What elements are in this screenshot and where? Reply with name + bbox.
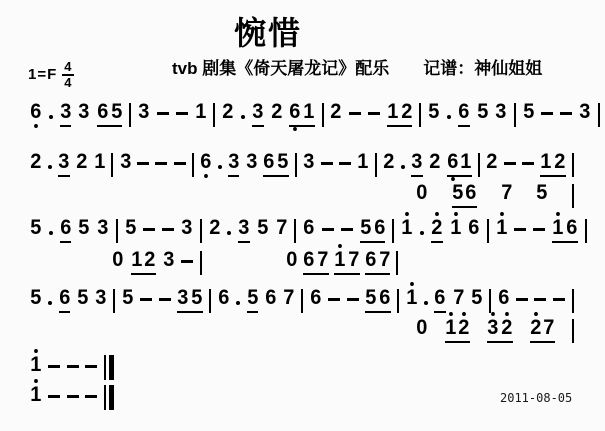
barline: [116, 219, 118, 243]
barline: [322, 103, 324, 127]
note-2: 2: [76, 150, 88, 173]
key-signature: [28, 60, 74, 89]
barline: [478, 153, 480, 177]
barline: [295, 153, 297, 177]
note-3: 3: [162, 248, 175, 271]
octave-dot-above: [534, 312, 538, 316]
duration-dot: [48, 165, 52, 169]
subtitle-source: tvb 剧集《倚天屠龙记》配乐: [172, 59, 390, 78]
note-2: 2: [222, 100, 234, 123]
subtitle: [172, 54, 542, 79]
beam-group: [252, 101, 264, 127]
note-2-high: 2: [530, 317, 541, 338]
note-6-low: 6: [30, 101, 41, 127]
octave-dot-above: [34, 379, 38, 383]
time-signature: [62, 60, 73, 89]
note-7: 7: [379, 248, 391, 271]
note-6: 6: [310, 286, 322, 309]
duration-dot: [241, 115, 245, 119]
beam-group: [360, 217, 385, 243]
note-2: 2: [429, 150, 441, 173]
note-6: 6: [468, 216, 480, 239]
duration-dot: [227, 231, 231, 235]
note-0: 0: [416, 316, 428, 339]
note-2: 2: [554, 150, 566, 173]
octave-dot-above: [34, 349, 38, 353]
octave-dot-above: [410, 282, 414, 286]
note-3-high: 3: [487, 317, 498, 338]
beam-group: [303, 249, 328, 275]
beam-group: [452, 182, 477, 208]
time-signature-denominator: 4: [64, 74, 72, 90]
held-beat-dash: [328, 298, 340, 301]
duration-dot: [49, 115, 53, 119]
barline: [392, 219, 394, 243]
note-5: 5: [110, 100, 122, 123]
note-3: 3: [579, 100, 591, 123]
barline: [598, 103, 600, 127]
note-6: 6: [97, 100, 109, 123]
song-title: 惋惜: [233, 15, 302, 51]
barline: [514, 103, 516, 127]
note-1: 1: [194, 100, 207, 123]
note-3: 3: [181, 216, 193, 239]
octave-dot-above: [453, 212, 457, 216]
beam-group: [365, 249, 390, 275]
note-6: 6: [59, 216, 72, 239]
held-beat-dash: [155, 162, 167, 165]
octave-dot-above: [505, 312, 509, 316]
barline: [375, 153, 377, 177]
barline: [209, 289, 211, 313]
held-beat-dash: [322, 228, 334, 231]
note-6: 6: [218, 286, 230, 309]
note-7: 7: [317, 248, 329, 271]
note-3: 3: [245, 150, 257, 173]
note-1: 1: [303, 100, 315, 123]
held-beat-dash: [159, 298, 171, 301]
note-7: 7: [283, 286, 295, 309]
duration-dot: [401, 165, 405, 169]
note-3: 3: [228, 150, 240, 173]
held-beat-dash: [181, 260, 193, 263]
octave-dot-above: [500, 212, 504, 216]
note-1: 1: [130, 248, 142, 271]
note-7: 7: [543, 316, 555, 339]
note-7: 7: [276, 216, 288, 239]
held-beat-dash: [533, 228, 545, 231]
note-6: 6: [465, 181, 477, 204]
key-name: 1=F: [28, 66, 58, 84]
held-beat-dash: [522, 162, 534, 165]
note-1-high: 1: [450, 217, 461, 243]
note-3: 3: [78, 100, 90, 123]
held-beat-dash: [321, 162, 333, 165]
note-6: 6: [263, 150, 275, 173]
note-1-high: 1: [496, 217, 507, 243]
note-5: 5: [536, 181, 548, 204]
note-2-high: 2: [459, 317, 470, 338]
held-beat-dash: [553, 298, 565, 301]
note-3: 3: [303, 150, 315, 173]
held-beat-dash: [341, 228, 353, 231]
time-signature-numerator: 4: [64, 59, 72, 74]
staff-line-1: [30, 100, 600, 127]
note-1-high: 1: [445, 317, 456, 338]
final-barline: [104, 385, 114, 410]
held-beat-dash: [157, 112, 169, 115]
final-barline-thin: [104, 355, 106, 380]
held-beat-dash: [514, 228, 526, 231]
note-6: 6: [365, 248, 377, 271]
beam-group: [289, 101, 314, 127]
staff-line-6: [30, 383, 114, 410]
barline: [129, 103, 131, 127]
note-6: 6: [497, 286, 510, 309]
beam-group: [530, 317, 555, 343]
barline: [301, 289, 303, 313]
beam-group: [540, 151, 565, 177]
note-7: 7: [348, 248, 360, 271]
staff-line-4: [30, 286, 574, 313]
note-5: 5: [257, 216, 269, 239]
staff-line-2-voice2: [416, 181, 574, 208]
note-5: 5: [277, 150, 289, 173]
note-3: 3: [252, 100, 264, 123]
beam-group: [58, 151, 70, 177]
staff-line-5: [30, 353, 114, 380]
barline: [572, 153, 574, 177]
beam-group: [238, 217, 250, 243]
note-2: 2: [330, 100, 342, 123]
beam-group: [97, 101, 122, 127]
staff-line-3: [30, 216, 587, 243]
beam-group: [263, 151, 288, 177]
barline: [200, 251, 202, 275]
beam-group: [60, 217, 72, 243]
duration-dot: [420, 231, 424, 235]
held-beat-dash: [85, 395, 97, 398]
note-3: 3: [495, 100, 507, 123]
note-1: 1: [540, 150, 552, 173]
note-5: 5: [122, 286, 134, 309]
held-beat-dash: [174, 162, 186, 165]
note-6: 6: [434, 286, 446, 309]
octave-dot-above: [435, 212, 439, 216]
note-5: 5: [451, 181, 463, 204]
duration-dot: [48, 301, 52, 305]
beam-group: [411, 151, 423, 177]
beam-group: [247, 287, 259, 313]
beam-group: [60, 101, 72, 127]
held-beat-dash: [516, 298, 528, 301]
note-2: 2: [400, 100, 413, 123]
beam-group: [447, 151, 472, 177]
note-5: 5: [476, 100, 488, 123]
transcription-date: 2011-08-05: [500, 391, 573, 405]
final-barline-thick: [109, 385, 114, 410]
note-7: 7: [452, 286, 465, 309]
final-barline-thin: [104, 385, 106, 410]
barline: [572, 289, 574, 313]
note-5: 5: [471, 286, 483, 309]
note-6: 6: [59, 286, 71, 309]
note-5: 5: [365, 286, 377, 309]
beam-group: [458, 101, 470, 127]
held-beat-dash: [162, 228, 174, 231]
note-2: 2: [383, 150, 395, 173]
beam-group: [552, 217, 577, 243]
note-1-high: 1: [402, 217, 413, 243]
held-beat-dash: [137, 162, 149, 165]
barline: [192, 153, 194, 177]
octave-dot-below: [34, 124, 38, 128]
duration-dot: [49, 231, 53, 235]
note-6: 6: [265, 286, 277, 309]
barline: [572, 184, 574, 208]
barline: [489, 289, 491, 313]
note-5: 5: [124, 216, 136, 239]
note-3: 3: [59, 100, 71, 123]
note-5: 5: [30, 216, 42, 239]
held-beat-dash: [368, 112, 380, 115]
staff-line-4-voice2: [416, 316, 574, 343]
beam-group: [177, 287, 202, 313]
note-5: 5: [77, 286, 89, 309]
beam-group: [59, 287, 71, 313]
duration-dot: [218, 165, 222, 169]
barline: [585, 219, 587, 243]
beam-group: [365, 287, 390, 313]
held-beat-dash: [67, 395, 79, 398]
final-barline: [104, 355, 114, 380]
note-6: 6: [303, 248, 315, 271]
beam-group: [228, 151, 240, 177]
beam-group: [487, 317, 512, 343]
note-6: 6: [373, 216, 386, 239]
note-5: 5: [523, 100, 535, 123]
note-6: 6: [566, 216, 578, 239]
note-2: 2: [486, 150, 498, 173]
beam-group: [434, 287, 446, 313]
held-beat-dash: [176, 112, 188, 115]
duration-dot: [236, 301, 240, 305]
note-1: 1: [387, 100, 399, 123]
barline: [213, 103, 215, 127]
held-beat-dash: [339, 162, 351, 165]
staff-line-2: [30, 150, 574, 177]
note-3: 3: [177, 286, 189, 309]
note-6: 6: [379, 286, 391, 309]
note-5: 5: [428, 100, 440, 123]
note-1-high: 1: [334, 249, 345, 270]
barline: [487, 219, 489, 243]
octave-dot-above: [338, 244, 342, 248]
beam-group: [445, 317, 470, 343]
note-5: 5: [191, 286, 203, 309]
duration-dot: [424, 301, 428, 305]
octave-dot-above: [405, 212, 409, 216]
note-6-low: 6: [200, 151, 211, 177]
staff-line-3-voice2a: [112, 248, 202, 275]
note-3: 3: [138, 100, 150, 123]
note-2: 2: [209, 216, 221, 239]
note-1-high: 1: [406, 287, 417, 313]
note-6-low: 6: [289, 101, 300, 122]
final-barline-thick: [109, 355, 114, 380]
note-2-high: 2: [431, 217, 442, 238]
note-5: 5: [78, 216, 90, 239]
note-6: 6: [458, 100, 470, 123]
note-5: 5: [360, 216, 372, 239]
beam-group: [431, 217, 443, 243]
held-beat-dash: [85, 365, 97, 368]
note-1: 1: [93, 150, 105, 173]
barline: [396, 251, 398, 275]
note-2: 2: [30, 150, 42, 173]
note-1-high: 1: [30, 384, 41, 410]
beam-group: [131, 249, 156, 275]
barline: [200, 219, 202, 243]
barline: [111, 153, 113, 177]
note-2: 2: [144, 248, 156, 271]
note-2: 2: [270, 100, 282, 123]
note-6: 6: [303, 216, 315, 239]
note-1-high: 1: [553, 217, 564, 238]
held-beat-dash: [349, 112, 361, 115]
barline: [397, 289, 399, 313]
held-beat-dash: [140, 298, 152, 301]
held-beat-dash: [143, 228, 155, 231]
note-0: 0: [416, 181, 428, 204]
note-3: 3: [95, 286, 107, 309]
subtitle-transcriber: 记谱：神仙姐姐: [423, 59, 543, 78]
note-2-high: 2: [501, 317, 512, 338]
beam-group: [334, 249, 359, 275]
octave-dot-below: [293, 127, 297, 131]
note-3: 3: [411, 150, 423, 173]
barline: [113, 289, 115, 313]
held-beat-dash: [347, 298, 359, 301]
note-5: 5: [30, 286, 42, 309]
octave-dot-above: [556, 212, 560, 216]
note-0: 0: [112, 248, 124, 271]
held-beat-dash: [541, 112, 553, 115]
octave-dot-above: [491, 312, 495, 316]
held-beat-dash: [534, 298, 546, 301]
held-beat-dash: [48, 365, 60, 368]
held-beat-dash: [67, 365, 79, 368]
note-1: 1: [357, 150, 369, 173]
note-5: 5: [246, 286, 259, 309]
note-3: 3: [238, 216, 250, 239]
held-beat-dash: [560, 112, 572, 115]
octave-dot-below: [204, 174, 208, 178]
beam-group: [387, 101, 412, 127]
note-3: 3: [58, 150, 70, 173]
barline: [419, 103, 421, 127]
note-1: 1: [460, 150, 472, 173]
note-6-low: 6: [447, 151, 458, 172]
note-3: 3: [97, 216, 109, 239]
note-3: 3: [119, 150, 131, 173]
barline: [294, 219, 296, 243]
held-beat-dash: [48, 395, 60, 398]
note-7: 7: [501, 181, 513, 204]
held-beat-dash: [504, 162, 516, 165]
octave-dot-above: [462, 312, 466, 316]
note-0: 0: [286, 248, 298, 271]
octave-dot-above: [449, 312, 453, 316]
barline: [572, 319, 574, 343]
duration-dot: [447, 115, 451, 119]
staff-line-3-voice2b: [286, 248, 398, 275]
note-1-high: 1: [30, 354, 41, 380]
